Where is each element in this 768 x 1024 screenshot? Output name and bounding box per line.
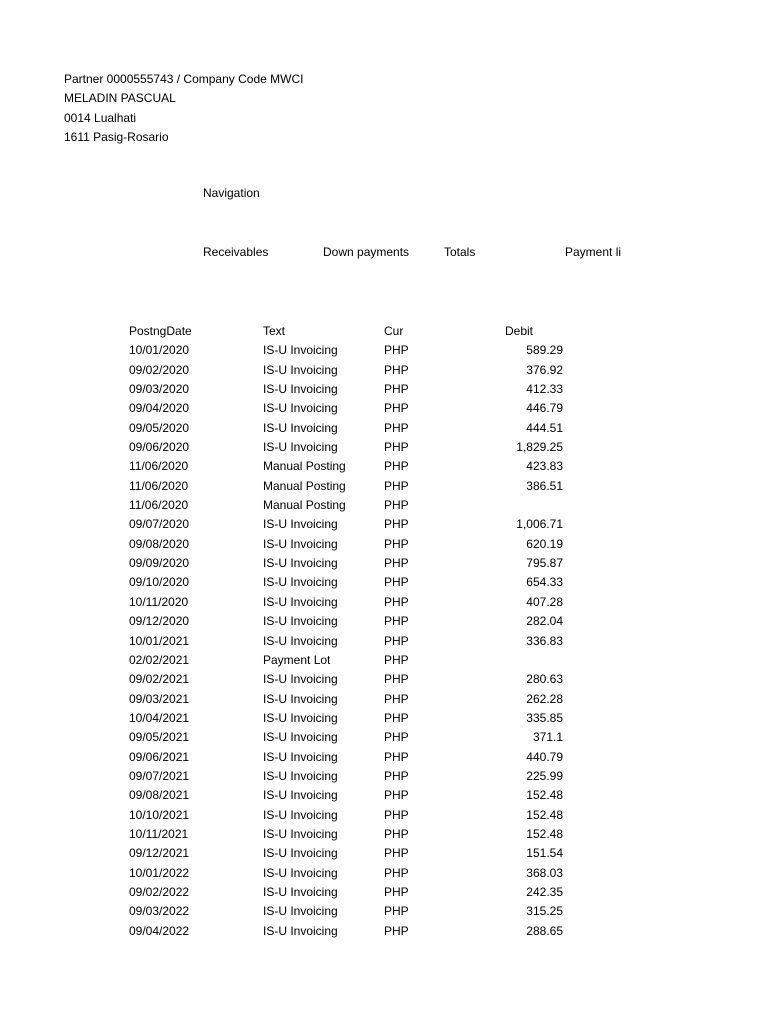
posting-date-cell: 09/05/2020: [129, 420, 190, 435]
posting-date-cell: 09/09/2020: [129, 556, 190, 571]
debit-cell: 152.48: [526, 788, 563, 803]
text-cell: Manual Posting: [263, 459, 346, 474]
text-cell: Payment Lot: [263, 652, 331, 667]
debit-cell: 242.35: [526, 884, 563, 899]
debit-cell: 371.1: [532, 730, 563, 745]
currency-cell: PHP: [384, 826, 409, 841]
posting-date-cell: 09/07/2021: [129, 768, 190, 783]
posting-date-cell: 11/06/2020: [129, 459, 189, 474]
table-row[interactable]: [0, 922, 768, 941]
text-cell: Manual Posting: [263, 498, 346, 513]
column-header-currency[interactable]: Cur: [384, 324, 404, 338]
table-row[interactable]: [0, 767, 768, 786]
text-cell: IS-U Invoicing: [263, 440, 338, 455]
currency-cell: PHP: [384, 614, 409, 629]
table-row[interactable]: [0, 593, 768, 612]
debit-cell: 288.65: [526, 923, 563, 938]
tab-receivables[interactable]: Receivables: [203, 245, 269, 259]
debit-cell: 262.28: [526, 691, 563, 706]
table-row[interactable]: [0, 690, 768, 709]
currency-cell: PHP: [384, 788, 409, 803]
table-row[interactable]: [0, 380, 768, 399]
currency-cell: PHP: [384, 401, 409, 416]
tab-down-payments[interactable]: Down payments: [323, 245, 410, 259]
posting-date-cell: 09/07/2020: [129, 517, 190, 532]
debit-cell: 386.51: [526, 478, 563, 493]
text-cell: IS-U Invoicing: [263, 923, 338, 938]
debit-cell: 315.25: [526, 904, 563, 919]
posting-date-cell: 09/06/2021: [129, 749, 190, 764]
currency-cell: PHP: [384, 440, 409, 455]
table-row[interactable]: [0, 554, 768, 573]
debit-cell: 407.28: [526, 594, 563, 609]
debit-cell: 282.04: [526, 614, 563, 629]
table-row[interactable]: [0, 419, 768, 438]
debit-cell: 620.19: [526, 536, 563, 551]
currency-cell: PHP: [384, 652, 409, 667]
currency-cell: PHP: [384, 672, 409, 687]
debit-cell: 151.54: [526, 846, 563, 861]
text-cell: IS-U Invoicing: [263, 517, 338, 532]
debit-cell: 335.85: [526, 710, 563, 725]
currency-cell: PHP: [384, 865, 409, 880]
table-row[interactable]: [0, 612, 768, 631]
currency-cell: PHP: [384, 382, 409, 397]
posting-date-cell: 09/08/2020: [129, 536, 190, 551]
debit-cell: 152.48: [526, 807, 563, 822]
partner-name: MELADIN PASCUAL: [64, 91, 176, 106]
partner-header: [64, 70, 303, 147]
table-row[interactable]: [0, 670, 768, 689]
table-row[interactable]: [0, 632, 768, 651]
posting-date-cell: 10/10/2021: [129, 807, 190, 822]
debit-cell: 376.92: [526, 362, 563, 377]
table-row[interactable]: [0, 573, 768, 592]
posting-date-cell: 09/04/2022: [129, 923, 190, 938]
text-cell: IS-U Invoicing: [263, 768, 338, 783]
table-row[interactable]: [0, 825, 768, 844]
text-cell: IS-U Invoicing: [263, 691, 338, 706]
text-cell: Manual Posting: [263, 478, 346, 493]
debit-cell: 795.87: [526, 556, 563, 571]
text-cell: IS-U Invoicing: [263, 420, 338, 435]
posting-date-cell: 09/12/2020: [129, 614, 190, 629]
tab-totals[interactable]: Totals: [444, 245, 476, 259]
text-cell: IS-U Invoicing: [263, 401, 338, 416]
text-cell: IS-U Invoicing: [263, 710, 338, 725]
currency-cell: PHP: [384, 478, 409, 493]
text-cell: IS-U Invoicing: [263, 594, 338, 609]
text-cell: IS-U Invoicing: [263, 730, 338, 745]
text-cell: IS-U Invoicing: [263, 614, 338, 629]
tab-payment-list[interactable]: Payment li: [565, 245, 622, 259]
table-row[interactable]: [0, 864, 768, 883]
currency-cell: PHP: [384, 749, 409, 764]
currency-cell: PHP: [384, 730, 409, 745]
table-row[interactable]: [0, 806, 768, 825]
text-cell: IS-U Invoicing: [263, 362, 338, 377]
table-row[interactable]: [0, 748, 768, 767]
address-city: 1611 Pasig-Rosario: [64, 129, 169, 144]
currency-cell: PHP: [384, 923, 409, 938]
table-header-row: [0, 322, 768, 341]
posting-date-cell: 09/06/2020: [129, 440, 190, 455]
debit-cell: 440.79: [526, 749, 563, 764]
debit-cell: 368.03: [526, 865, 563, 880]
posting-date-cell: 10/01/2022: [129, 865, 190, 880]
text-cell: IS-U Invoicing: [263, 749, 338, 764]
text-cell: IS-U Invoicing: [263, 865, 338, 880]
table-row[interactable]: [0, 399, 768, 418]
text-cell: IS-U Invoicing: [263, 556, 338, 571]
table-row[interactable]: [0, 438, 768, 457]
address-street: 0014 Lualhati: [64, 110, 137, 125]
text-cell: IS-U Invoicing: [263, 807, 338, 822]
table-row[interactable]: [0, 786, 768, 805]
currency-cell: PHP: [384, 498, 409, 513]
currency-cell: PHP: [384, 459, 409, 474]
posting-date-cell: 11/06/2020: [129, 478, 189, 493]
currency-cell: PHP: [384, 575, 409, 590]
text-cell: IS-U Invoicing: [263, 633, 338, 648]
posting-date-cell: 09/04/2020: [129, 401, 190, 416]
debit-cell: 280.63: [526, 672, 563, 687]
text-cell: IS-U Invoicing: [263, 343, 338, 358]
text-cell: IS-U Invoicing: [263, 382, 338, 397]
posting-date-cell: 09/03/2021: [129, 691, 190, 706]
text-cell: IS-U Invoicing: [263, 846, 338, 861]
currency-cell: PHP: [384, 904, 409, 919]
table-row[interactable]: [0, 457, 768, 476]
currency-cell: PHP: [384, 594, 409, 609]
table-row[interactable]: [0, 651, 768, 670]
text-cell: IS-U Invoicing: [263, 672, 338, 687]
currency-cell: PHP: [384, 768, 409, 783]
debit-cell: 444.51: [526, 420, 563, 435]
currency-cell: PHP: [384, 517, 409, 532]
posting-date-cell: 10/11/2021: [129, 826, 189, 841]
column-header-debit[interactable]: Debit: [505, 324, 534, 338]
posting-date-cell: 09/03/2020: [129, 382, 190, 397]
text-cell: IS-U Invoicing: [263, 536, 338, 551]
currency-cell: PHP: [384, 343, 409, 358]
text-cell: IS-U Invoicing: [263, 788, 338, 803]
debit-cell: 1,006.71: [516, 517, 563, 532]
posting-date-cell: 10/01/2021: [129, 633, 190, 648]
text-cell: IS-U Invoicing: [263, 884, 338, 899]
table-row[interactable]: [0, 477, 768, 496]
posting-date-cell: 09/12/2021: [129, 846, 190, 861]
text-cell: IS-U Invoicing: [263, 575, 338, 590]
posting-date-cell: 09/10/2020: [129, 575, 190, 590]
currency-cell: PHP: [384, 691, 409, 706]
partner-company-line: Partner 0000555743 / Company Code MWCI: [64, 72, 304, 86]
table-row[interactable]: [0, 709, 768, 728]
debit-cell: 1,829.25: [516, 440, 563, 455]
debit-cell: 446.79: [526, 401, 563, 416]
debit-cell: 654.33: [526, 575, 563, 590]
text-cell: IS-U Invoicing: [263, 826, 338, 841]
posting-date-cell: 09/05/2021: [129, 730, 190, 745]
currency-cell: PHP: [384, 633, 409, 648]
table-row[interactable]: [0, 844, 768, 863]
table-row[interactable]: [0, 883, 768, 902]
debit-cell: 423.83: [526, 459, 563, 474]
table-row[interactable]: [0, 341, 768, 360]
text-cell: IS-U Invoicing: [263, 904, 338, 919]
table-row[interactable]: [0, 361, 768, 380]
currency-cell: PHP: [384, 846, 409, 861]
debit-cell: 589.29: [526, 343, 563, 358]
table-row[interactable]: [0, 902, 768, 921]
currency-cell: PHP: [384, 710, 409, 725]
debit-cell: 412.33: [526, 382, 563, 397]
debit-cell: 336.83: [526, 633, 563, 648]
column-header-text[interactable]: Text: [263, 324, 286, 338]
currency-cell: PHP: [384, 362, 409, 377]
posting-date-cell: 09/02/2020: [129, 362, 190, 377]
currency-cell: PHP: [384, 556, 409, 571]
posting-date-cell: 10/11/2020: [129, 594, 189, 609]
table-row[interactable]: [0, 496, 768, 515]
table-row[interactable]: [0, 535, 768, 554]
posting-date-cell: 10/01/2020: [129, 343, 190, 358]
currency-cell: PHP: [384, 884, 409, 899]
currency-cell: PHP: [384, 420, 409, 435]
posting-date-cell: 09/03/2022: [129, 904, 190, 919]
posting-date-cell: 09/02/2021: [129, 672, 190, 687]
posting-date-cell: 09/08/2021: [129, 788, 190, 803]
currency-cell: PHP: [384, 807, 409, 822]
debit-cell: 152.48: [526, 826, 563, 841]
posting-date-cell: 11/06/2020: [129, 498, 189, 513]
navigation-title: Navigation: [203, 186, 260, 200]
ledger-table: [0, 322, 768, 941]
column-header-posting-date[interactable]: PostngDate: [129, 324, 192, 338]
posting-date-cell: 10/04/2021: [129, 710, 190, 725]
currency-cell: PHP: [384, 536, 409, 551]
posting-date-cell: 02/02/2021: [129, 652, 190, 667]
table-row[interactable]: [0, 728, 768, 747]
posting-date-cell: 09/02/2022: [129, 884, 190, 899]
table-row[interactable]: [0, 515, 768, 534]
debit-cell: 225.99: [526, 768, 563, 783]
